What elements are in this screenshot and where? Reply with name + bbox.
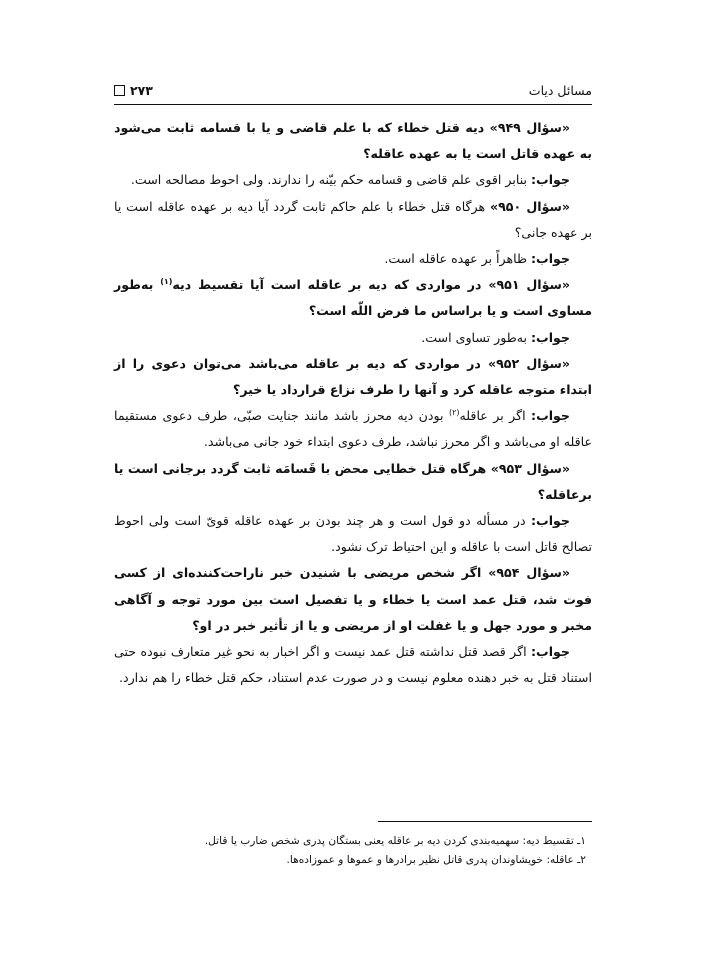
- question-number: «سؤال ۹۵۲»: [487, 355, 570, 371]
- answer-label: جواب:: [531, 172, 570, 188]
- answer-label: جواب:: [531, 513, 570, 529]
- square-ornament-icon: [114, 85, 125, 96]
- question-text: اگر شخص مریضی با شنیدن خبر ناراحت‌کننده‌ای از کسی فوت شد، قتل عمد است یا خطاء و یا تفصیل است بین مورد توجه و آگاهی مخبر و مورد جهل و یا غفلت او از مریضی و یا از تأثیر خبر در او؟: [114, 565, 592, 633]
- footnote-ref-2: (۲): [448, 408, 460, 418]
- header-rule: [114, 104, 592, 105]
- question-number: «سؤال ۹۴۹»: [489, 120, 570, 135]
- footnotes: [114, 832, 592, 870]
- footnote-2: ۲ـ عاقله: خویشاوندان پدری قاتل نظیر برادرها و عموها و عموزاده‌ها.: [286, 854, 586, 866]
- answer-954: [114, 639, 592, 691]
- page-number: ۲۷۳: [130, 83, 153, 98]
- answer-text: بنابر اقوی علم قاضی و قسامه حکم بیّنه را ندارند. ولی احوط مصالحه است.: [130, 172, 532, 188]
- answer-953: [114, 508, 592, 560]
- page-header: [114, 72, 592, 98]
- answer-text-cont: بودن دیه محرز باشد مانند جنایت صبّی، طرف دعوی مستقیما عاقله او می‌باشد و اگر محرز نباشد، طرف دعوی ابتداء خود جانی می‌باشد.: [114, 408, 592, 450]
- answer-951: [114, 325, 592, 351]
- question-text-cont: به‌طور مساوی است و یا براساس ما فرض اللّه است؟: [114, 277, 592, 319]
- footnote-1: ۱ـ تقسیط دیه: سهمیه‌بندی کردن دیه بر عاقله یعنی بستگان پدری شخص ضارب یا قاتل.: [204, 835, 586, 847]
- answer-950: [114, 246, 592, 272]
- question-text: هرگاه قتل خطایی محض با قَسامَه ثابت گردد برجانی است یا برعاقله؟: [114, 460, 592, 502]
- question-950: [114, 194, 592, 246]
- answer-text: به‌طور تساوی است.: [421, 329, 532, 345]
- question-number: «سؤال ۹۵۳»: [490, 460, 571, 476]
- running-title: مسائل دیات: [528, 83, 592, 98]
- answer-text: ظاهراً بر عهده عاقله است.: [384, 251, 532, 267]
- answer-label: جواب:: [531, 644, 570, 660]
- question-951: [114, 272, 592, 324]
- answer-text: اگر بر عاقله: [459, 408, 532, 424]
- answer-text: در مسأله دو قول است و هر چند بودن بر عهده عاقله قویّ است ولی احوط تصالح قاتل است با عاقله و این احتیاط ترک نشود.: [114, 513, 592, 555]
- question-text: هرگاه قتل خطاء با علم حاکم ثابت گردد آیا دیه بر عهده عاقله است یا بر عهده جانی؟: [114, 198, 592, 240]
- answer-label: جواب:: [531, 408, 571, 424]
- question-text: در مواردی که دیه بر عاقله می‌باشد می‌توان دعوی را از ابتداء متوجه عاقله کرد و آنها را طرف نزاع قرارداد یا خیر؟: [114, 355, 592, 398]
- question-954: [114, 560, 592, 639]
- answer-label: جواب:: [531, 329, 570, 345]
- question-952: [114, 351, 592, 403]
- question-number: «سؤال ۹۵۰»: [489, 198, 570, 214]
- question-number: «سؤال ۹۵۱»: [488, 277, 571, 293]
- footnote-ref-1: (۱): [160, 277, 173, 287]
- answer-949: [114, 167, 592, 193]
- question-953: [114, 456, 592, 508]
- answer-text: اگر قصد قتل نداشته قتل عمد نیست و اگر اخبار به نحو غیر متعارف نبوده حتی استناد قتل به خبر دهنده معلوم نیست و در صورت عدم استناد، حکم قتل خطاء را هم ندارد.: [114, 644, 592, 686]
- question-949: [114, 115, 592, 167]
- answer-label: جواب:: [531, 251, 570, 267]
- footnote-rule: [378, 821, 592, 822]
- page-number-group: [114, 83, 153, 98]
- question-text: در مواردی که دیه بر عاقله است آیا تقسیط دیه: [172, 277, 489, 293]
- question-text: دیه قتل خطاء که با علم قاضی و یا با قسامه ثابت می‌شود به عهده قاتل است یا به عهده عاقله؟: [114, 120, 592, 162]
- question-number: «سؤال ۹۵۴»: [488, 565, 571, 581]
- answer-952: [114, 403, 592, 455]
- page-body: [114, 115, 592, 691]
